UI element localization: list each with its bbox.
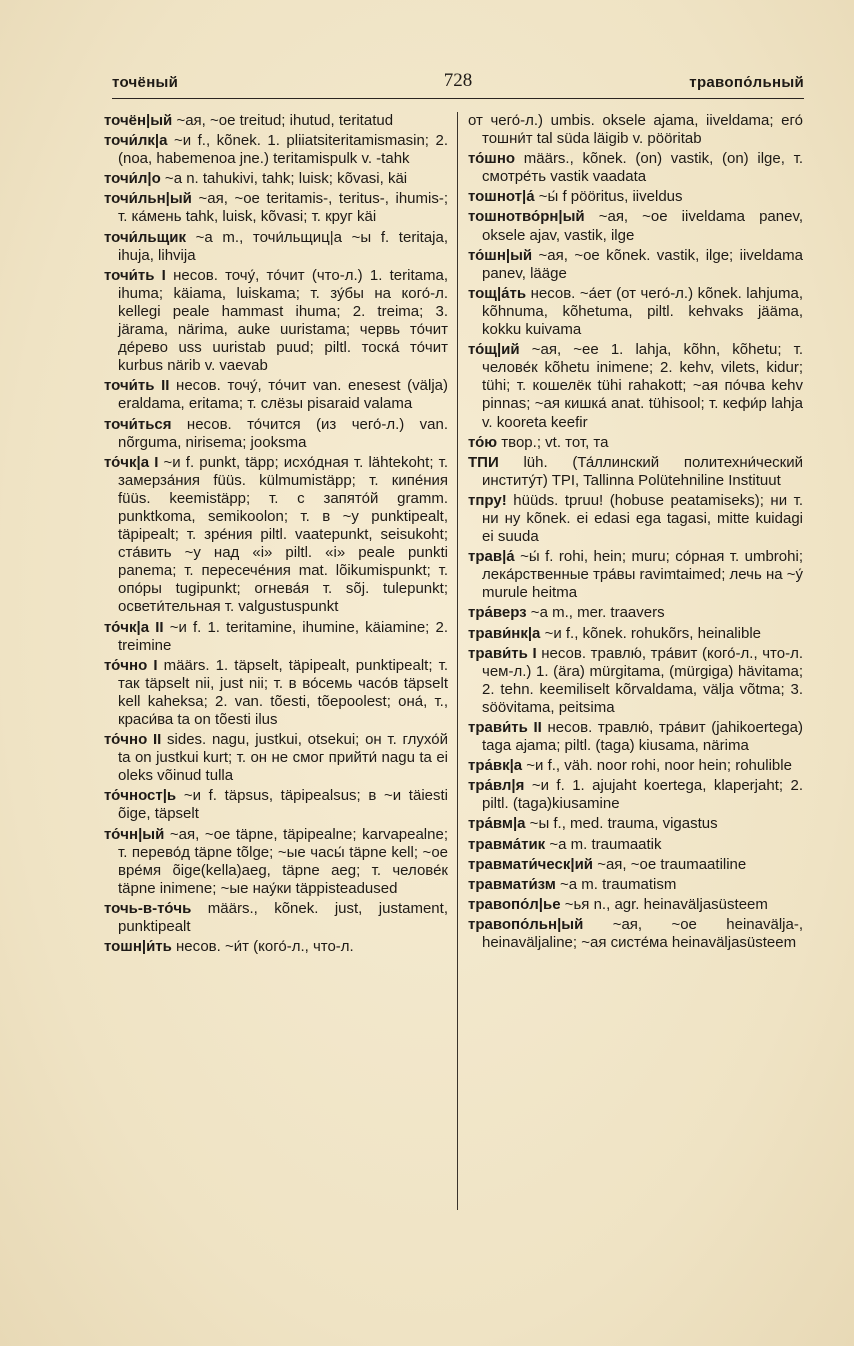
entry-headword: травопо́льн|ый [468, 915, 584, 933]
entry-text: ~ая, ~ое täpne, täpipealne; karvapealne; т. перево́д täpne tõlge; ~ые часы́ täpne kell; ~ое вре́мя õige(kella)aeg, täpne aeg; т. челове́к täpne inimene; ~ые нау́ки täppisteadused [118, 825, 448, 897]
dictionary-entry [104, 657, 448, 729]
dictionary-entry [468, 208, 803, 244]
entry-text: ~ая, ~ое traumaatiline [593, 855, 747, 873]
dictionary-entry [468, 719, 803, 755]
dictionary-entry [468, 896, 803, 914]
entry-text: ~ая, ~ое heinavälja-, heinaväljaline; ~ая систе́ма heinaväljasüsteem [482, 915, 803, 952]
entry-headword: точи́лк|а [104, 132, 168, 150]
page-header [112, 72, 804, 99]
dictionary-entry [468, 150, 803, 186]
left-running-head: точёный [112, 74, 179, 91]
entry-headword: тошнот|а́ [468, 188, 535, 206]
page-number: 728 [443, 70, 473, 91]
entry-text: ~ы́ f. rohi, hein; muru; со́рная т. umbrohi; лека́рственные тра́вы ravimtaimed; лечь на ~у́ murule heitma [482, 548, 803, 602]
entry-headword: травма́тик [468, 835, 546, 853]
entry-headword: тошн|и́ть [104, 938, 172, 956]
dictionary-entry [468, 876, 803, 894]
entry-headword: точи́льн|ый [104, 190, 192, 208]
dictionary-entry [468, 625, 803, 643]
entry-text: несов. точу́, то́чит (что-л.) 1. teritama, ihuma; käiama, luiskama; т. зу́бы на кого́-л. kellegi peale hammast ihuma; 2. treima; 3. järama, närima, auke uuristama; червь то́чит де́рево uss uuristab puud; piltl. тоска́ то́чит kurbus närib v. vaevab [118, 266, 448, 375]
entry-text: ~а m., точи́льщиц|а ~ы f. teritaja, ihuja, lihvija [118, 228, 448, 264]
dictionary-entry [468, 341, 803, 431]
dictionary-entry [468, 548, 803, 602]
dictionary-entry [104, 938, 448, 956]
dictionary-entry [104, 454, 448, 617]
entry-text: määrs., kõnek. (on) vastik, (on) ilge, т. смотре́ть vastik vaadata [482, 150, 803, 186]
entry-headword: то́чк|а I [104, 453, 159, 471]
entry-text: ~и f. punkt, täpp; исхо́дная т. lähtekoht; т. замерза́ния füüs. külmumistäpp; т. кипе́ния füüs. keemistäpp; т. с запято́й gramm. punktkoma, semikoolon; т. в ~у punktipealt, täpipealt; т. зре́ния piltl. vaatepunkt, seisukoht; ста́вить ~у над «i» piltl. «i» peale punkti panema; т. пересече́ния mat. lõikumispunkt; т. опо́ры tugipunkt; огнева́я т. sõj. tulepunkt; освети́тельная т. valgustuspunkt [118, 453, 448, 616]
entry-headword: то́чн|ый [104, 825, 165, 843]
entry-headword: трав|а́ [468, 548, 515, 566]
dictionary-entry [468, 836, 803, 854]
entry-text: ~и f. 1. ajujaht koertega, klaperjaht; 2. piltl. (taga)kiusamine [482, 777, 803, 813]
entry-text: ~и f., kõnek. 1. pliiatsiteritamismasin; 2. (noa, habemenoa jne.) teritamispulk v. -tahk [118, 132, 448, 168]
entry-text: несов. травлю́, тра́вит (jahikoertega) taga ajama; piltl. (taga) kiusama, närima [482, 719, 803, 755]
left-column [104, 112, 448, 1222]
entry-text: ~и f. 1. teritamine, ihumine, käiamine; 2. treimine [118, 618, 448, 654]
entry-text: ~а m. traumatism [555, 875, 677, 893]
entry-headword: трави́ть I [468, 644, 537, 662]
entry-headword: точён|ый [104, 112, 173, 129]
entry-headword: точи́ть I [104, 266, 166, 284]
entry-text: ~ая, ~ое teritamis-, teritus-, ihumis-; т. ка́мень tahk, luisk, kõvasi; т. круг käi [118, 190, 448, 226]
entry-headword: то́ю [468, 433, 498, 451]
dictionary-entry [468, 454, 803, 490]
entry-headword: то́чно II [104, 731, 162, 749]
dictionary-entry [104, 826, 448, 898]
entry-text: несов. ~и́т (кого́-л., что-л. [171, 938, 354, 956]
entry-text: несов. ~а́ет (от чего́-л.) kõnek. lahjuma, kõhnuma, kõhetuma, piltl. kehvaks jääma, kokku kuivama [482, 284, 803, 339]
entry-headword: то́чност|ь [104, 787, 177, 805]
entry-headword: тпру! [468, 491, 507, 509]
dictionary-entry [468, 247, 803, 283]
entry-text: несов. то́чится (из чего́-л.) van. nõrguma, nirisema; jooksma [118, 415, 448, 451]
dictionary-entry [104, 619, 448, 655]
dictionary-entry [104, 900, 448, 936]
dictionary-entry [468, 777, 803, 813]
entry-headword: трави́нк|а [468, 624, 541, 642]
dictionary-entry [468, 112, 803, 148]
entry-headword: тра́вл|я [468, 777, 525, 795]
entry-text: ~ая, ~ое iiveldama panev, oksele ajav, vastik, ilge [482, 208, 803, 244]
dictionary-entry [104, 267, 448, 376]
entry-text: sides. nagu, justkui, otsekui; он т. глухо́й ta on justkui kurt; т. он не смог прийти́ nagu ta ei oleks võinud tulla [118, 731, 448, 785]
entry-headword: тра́верз [468, 604, 527, 622]
dictionary-entry [104, 190, 448, 226]
column-divider [457, 112, 458, 1210]
entry-text: несов. точу́, то́чит van. enesest (välja) eraldama, eritama; т. слёзы pisaraid valama [118, 377, 448, 413]
entry-headword: тра́вк|а [468, 757, 523, 775]
entry-text: ~и f., kõnek. rohukõrs, heinalible [540, 624, 761, 642]
entry-headword: точь-в-то́чь [104, 899, 192, 917]
dictionary-entry [468, 645, 803, 717]
dictionary-entry [104, 731, 448, 785]
entry-headword: то́чно I [104, 656, 158, 674]
entry-headword: тощ|а́ть [468, 284, 527, 302]
entry-text: määrs., kõnek. just, justament, punktipealt [118, 899, 448, 936]
entry-headword: травмати́зм [468, 875, 556, 893]
entry-headword: тошнотво́рн|ый [468, 208, 585, 226]
entry-headword: точи́льщик [104, 228, 187, 246]
entry-text: от чего́-л.) umbis. oksele ajama, iiveldama; его́ тошни́т tal süda läigib v. pööritab [468, 112, 803, 148]
entry-headword: травмати́ческ|ий [468, 855, 594, 873]
dictionary-entry [104, 416, 448, 452]
entry-headword: трави́ть II [468, 719, 542, 736]
dictionary-entry [468, 492, 803, 546]
entry-text: ~и f., väh. noor rohi, noor hein; rohulible [522, 757, 792, 775]
entry-text: ~ая, ~ее 1. lahja, kõhn, kõhetu; т. челове́к kõhetu inimene; 2. kehv, vilets, kidur; tühi; т. кошелёк tühi rahakott; ~ая по́чва kehv pinnas; ~ая кишка́ anat. tühisool; т. кефи́р lahja v. kooreta keefir [482, 341, 803, 431]
entry-text: ~ы f., med. trauma, vigastus [525, 815, 718, 833]
dictionary-entry [468, 815, 803, 833]
entry-headword: то́шн|ый [468, 246, 533, 264]
dictionary-entry [104, 229, 448, 265]
entry-text: твор.; vt. тот, та [497, 433, 609, 451]
entry-text: ~а m., mer. traavers [526, 604, 665, 622]
dictionary-entry [104, 112, 448, 130]
entry-headword: тра́вм|а [468, 815, 526, 833]
dictionary-entry [104, 170, 448, 188]
entry-text: ~а m. traumaatik [545, 835, 662, 853]
entry-headword: точи́л|о [104, 170, 161, 188]
dictionary-entry [104, 377, 448, 413]
entry-text: ~ая, ~ое kõnek. vastik, ilge; iiveldama panev, lääge [482, 246, 803, 282]
entry-text: ~ья n., agr. heinaväljasüsteem [560, 895, 768, 913]
entry-text: ~а n. tahukivi, tahk; luisk; kõvasi, käi [160, 170, 408, 188]
entry-text: hüüds. tpruu! (hobuse peatamiseks); ни т. ни ну kõnek. ei edasi ega tagasi, mitte kuidagi ei suuda [482, 491, 803, 546]
entry-headword: точи́ть II [104, 377, 170, 395]
dictionary-entry [468, 916, 803, 952]
dictionary-entry [468, 285, 803, 339]
entry-headword: то́щ|ий [468, 341, 520, 359]
entry-text: ~и f. täpsus, täpipealsus; в ~и täiesti õige, täpselt [118, 787, 448, 823]
dictionary-entry [104, 132, 448, 168]
dictionary-entry [468, 434, 803, 452]
dictionary-entry [468, 188, 803, 206]
entry-headword: точи́ться [104, 415, 172, 433]
entry-headword: то́чк|а II [104, 618, 164, 636]
entry-text: несов. травлю́, тра́вит (кого́-л., что-л. чем-л.) 1. (ära) mürgitama, (mürgiga) hävitama; 2. tehn. keemiliselt kõrvaldama, välja võtma; 3. söövitama, peitsima [482, 644, 803, 716]
entry-headword: травопо́л|ье [468, 895, 561, 913]
right-running-head: травопо́льный [689, 74, 804, 91]
dictionary-entry [468, 604, 803, 622]
dictionary-entry [468, 757, 803, 775]
entry-headword: то́шно [468, 150, 516, 168]
right-column [468, 112, 803, 1222]
entry-text: lüh. (Та́ллинский политехни́ческий институ́т) TPI, Tallinna Polütehniline Instituut [482, 453, 803, 489]
entry-headword: ТПИ [468, 453, 499, 471]
dictionary-entry [104, 787, 448, 823]
entry-text: määrs. 1. täpselt, täpipealt, punktipealt; т. так täpselt nii, just nii; т. в во́семь часо́в täpselt kell kaheksa; 2. van. tõesti, tõepoolest; она́, т., краси́ва ta on tõesti ilus [118, 656, 448, 728]
dictionary-entry [468, 856, 803, 874]
entry-text: ~ы́ f pööritus, iiveldus [534, 188, 683, 206]
entry-text: ~ая, ~ое treitud; ihutud, teritatud [172, 112, 394, 129]
